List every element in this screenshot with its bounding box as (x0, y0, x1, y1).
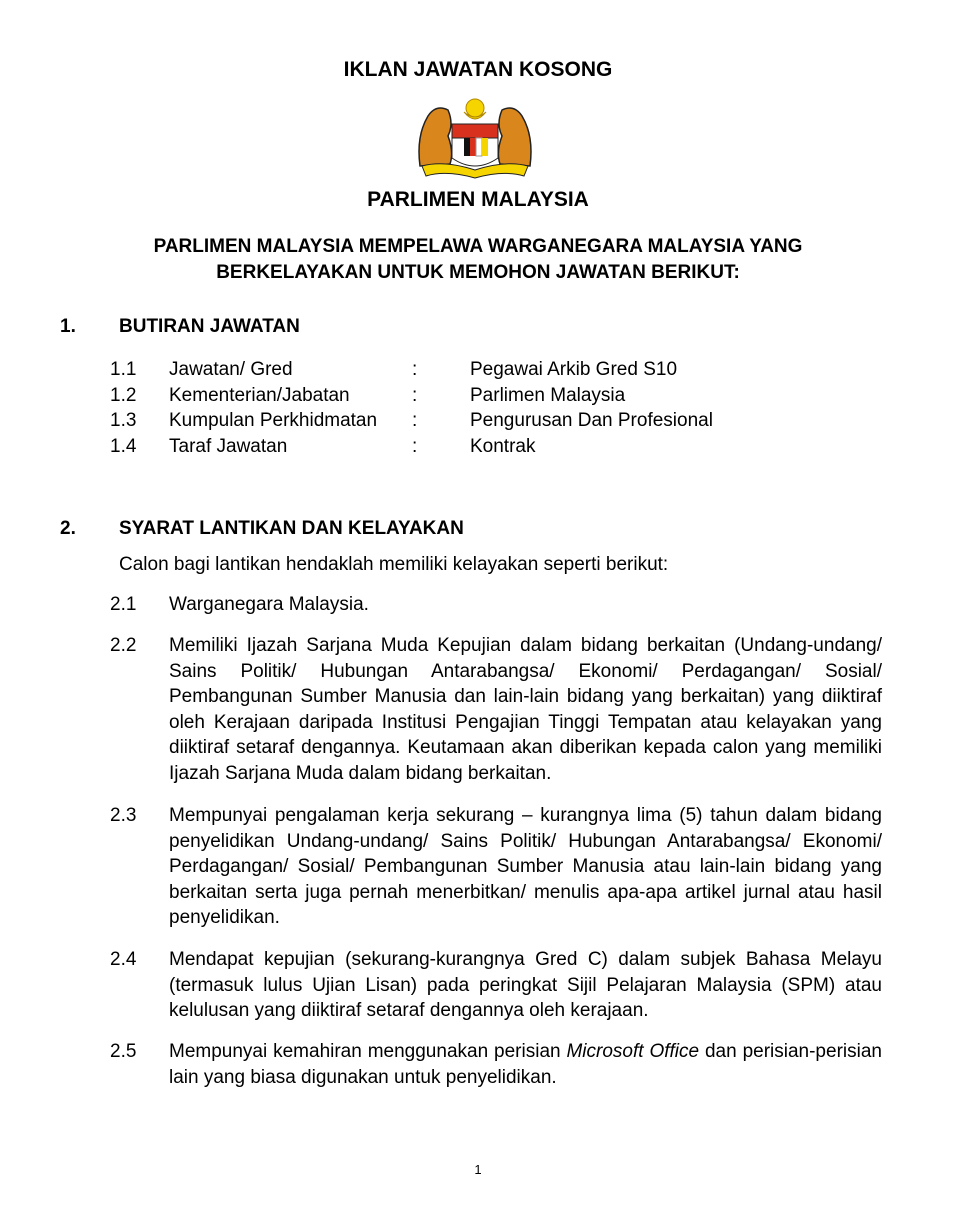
row-number: 1.3 (110, 410, 137, 431)
row-value: Pengurusan Dan Profesional (470, 410, 713, 431)
intro-line: PARLIMEN MALAYSIA MEMPELAWA WARGANEGARA MALAYSIA YANG (153, 236, 803, 257)
section-number: 1. (60, 316, 76, 337)
item-text (169, 1039, 882, 1090)
row-value: Pegawai Arkib Gred S10 (470, 359, 678, 380)
section-title: BUTIRAN JAWATAN (119, 316, 300, 337)
row-label: Taraf Jawatan (169, 435, 288, 457)
software-name: Microsoft Office (566, 1041, 700, 1062)
section-1-heading (60, 316, 300, 338)
text: Mempunyai kemahiran menggunakan perisian (169, 1041, 567, 1062)
row-separator: : (412, 435, 418, 457)
section-2-heading (60, 518, 464, 540)
row-separator: : (412, 359, 418, 380)
row-number: 1.4 (110, 435, 137, 457)
row-value: Kontrak (470, 435, 536, 457)
job-detail-row (110, 357, 910, 382)
item-number: 2.5 (110, 1041, 137, 1062)
job-detail-row (110, 408, 910, 433)
job-detail-row (110, 434, 910, 459)
row-number: 1.2 (110, 384, 137, 406)
text: dan perisian-perisian lain yang biasa digunakan untuk penyelidikan. (169, 1041, 882, 1088)
item-text: Memiliki Ijazah Sarjana Muda Kepujian dalam bidang berkaitan (Undang-undang/ Sains Politik/ Hubungan Antarabangsa/ Ekonomi/ Perdagangan/ Sosial/ Pembangunan Sumber Manusia dan lain-lain bidang yang berkaitan) yang diiktiraf oleh Kerajaan daripada Institusi Pengajian Tinggi Tempatan atau kelayakan yang diiktiraf setaraf dengannya. Keutamaan akan diberikan kepada calon yang memiliki Ijazah Sarjana Muda dalam bidang berkaitan. (169, 635, 882, 784)
document-title: IKLAN JAWATAN KOSONG (343, 58, 613, 81)
job-detail-row (110, 383, 910, 408)
item-text: Mempunyai pengalaman kerja sekurang – kurangnya lima (5) tahun dalam bidang penyelidikan Undang-undang/ Sains Politik/ Hubungan Antarabangsa/ Ekonomi/ Perdagangan/ Sosial/ Pembangunan Sumber Manusia atau lain-lain bidang yang berkaitan serta juga pernah menerbitkan/ menulis apa-apa artikel jurnal atau hasil penyelidikan. (169, 805, 882, 928)
row-label: Kumpulan Perkhidmatan (169, 410, 378, 431)
section-lead-text: Calon bagi lantikan hendaklah memiliki kelayakan seperti berikut: (119, 554, 669, 575)
item-number: 2.3 (110, 805, 137, 826)
requirement-item (110, 633, 882, 786)
section-number: 2. (60, 518, 76, 539)
page-number: 1 (474, 1162, 482, 1177)
row-label: Kementerian/Jabatan (169, 384, 350, 406)
coat-of-arms-logo (414, 96, 536, 180)
requirement-item (110, 803, 882, 931)
row-separator: : (412, 384, 418, 406)
intro-line: BERKELAYAKAN UNTUK MEMOHON JAWATAN BERIKUT: (216, 262, 740, 283)
requirement-item (110, 1039, 882, 1090)
item-number: 2.4 (110, 949, 137, 970)
item-number: 2.2 (110, 635, 137, 656)
item-number: 2.1 (110, 594, 137, 615)
item-text: Mendapat kepujian (sekurang-kurangnya Gred C) dalam subjek Bahasa Melayu (termasuk lulus Ujian Lisan) pada peringkat Sijil Pelajaran Malaysia (SPM) atau kelulusan yang diiktiraf setaraf dengannya oleh kerajaan. (169, 949, 882, 1021)
requirement-item (110, 947, 882, 1024)
row-separator: : (412, 410, 418, 431)
row-label: Jawatan/ Gred (169, 359, 293, 380)
item-text: Warganegara Malaysia. (169, 594, 369, 615)
intro-heading (0, 234, 956, 286)
requirement-item (110, 592, 882, 618)
section-title: SYARAT LANTIKAN DAN KELAYAKAN (119, 518, 464, 539)
organization-name: PARLIMEN MALAYSIA (367, 188, 589, 211)
row-value: Parlimen Malaysia (470, 384, 626, 406)
row-number: 1.1 (110, 359, 137, 380)
